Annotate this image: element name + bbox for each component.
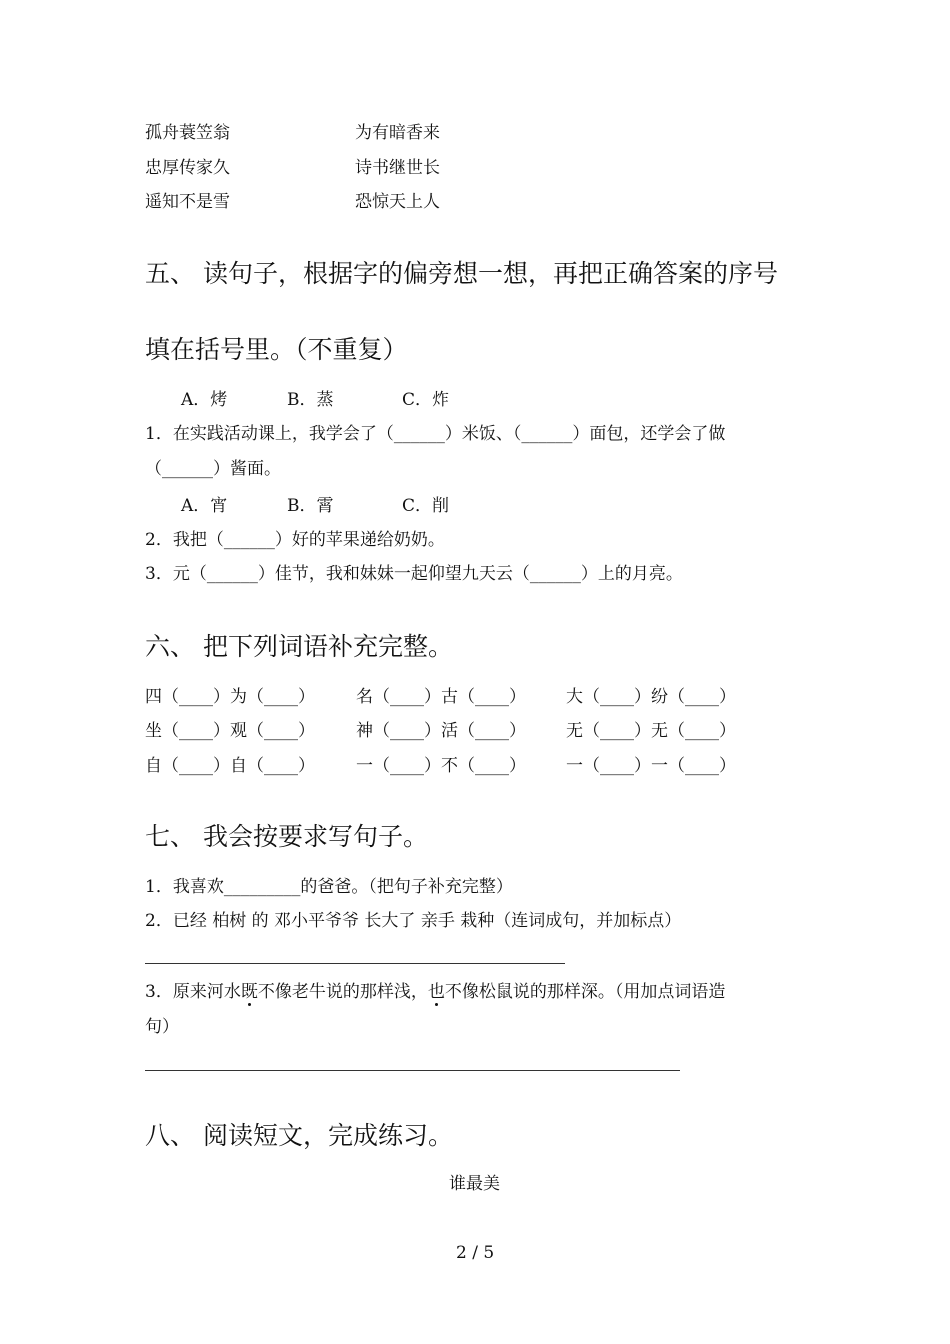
dotted-word-ye: 也 [427, 982, 445, 1002]
poem-right-1: 为有暗香来 [355, 123, 440, 143]
idiom-row3-col2: 一（____）不（____） [356, 756, 526, 776]
section-7-heading: 七、 我会按要求写句子。 [145, 822, 428, 851]
idiom-row1-col2: 名（____）古（____） [356, 687, 526, 707]
section-5-heading-line1: 五、 读句子，根据字的偏旁想一想，再把正确答案的序号 [145, 259, 778, 288]
idiom-row3-col3: 一（____）一（____） [566, 756, 736, 776]
question-7-3-part-b: 不像老牛说的那样浅， [257, 982, 428, 1002]
poem-left-2: 忠厚传家久 [145, 158, 230, 178]
idiom-row3-col1: 自（____）自（____） [145, 756, 315, 776]
option-c-xue: C．削 [402, 496, 450, 516]
question-5-3: 3．元（______）佳节，我和妹妹一起仰望九天云（______）上的月亮。 [145, 564, 683, 584]
poem-right-3: 恐惊天上人 [355, 192, 440, 212]
question-5-1-line1: 1．在实践活动课上，我学会了（______）米饭、（______）面包，还学会了做 [145, 424, 726, 444]
section-6-heading: 六、 把下列词语补充完整。 [145, 632, 453, 661]
idiom-row2-col3: 无（____）无（____） [566, 721, 736, 741]
option-b-xiao2: B．霄 [287, 496, 334, 516]
question-7-3-line2: 句） [145, 1017, 179, 1037]
page-number: 2 / 5 [456, 1243, 495, 1263]
section-5-heading-line2: 填在括号里。（不重复） [145, 335, 408, 364]
answer-line-7-2 [145, 963, 565, 964]
option-b-zheng: B．蒸 [287, 390, 334, 410]
idiom-row1-col3: 大（____）纷（____） [566, 687, 736, 707]
question-7-3-line1 [145, 981, 725, 1003]
poem-left-3: 遥知不是雪 [145, 192, 230, 212]
answer-line-7-3 [145, 1070, 680, 1071]
poem-right-2: 诗书继世长 [355, 158, 440, 178]
section-8-heading: 八、 阅读短文，完成练习。 [145, 1121, 453, 1150]
question-7-3-part-a: 3．原来河水 [145, 982, 241, 1002]
option-a-xiao: A．宵 [181, 496, 228, 516]
option-a-kao: A．烤 [181, 390, 228, 410]
idiom-row1-col1: 四（____）为（____） [145, 687, 315, 707]
passage-title: 谁最美 [449, 1174, 500, 1194]
question-7-3-part-c: 不像松鼠说的那样深。（用加点词语造 [444, 982, 726, 1002]
question-5-1-line2: （______）酱面。 [145, 459, 281, 479]
option-c-zha: C．炸 [402, 390, 450, 410]
idiom-row2-col2: 神（____）活（____） [356, 721, 526, 741]
dotted-word-ji: 既 [240, 982, 258, 1002]
idiom-row2-col1: 坐（____）观（____） [145, 721, 315, 741]
poem-left-1: 孤舟蓑笠翁 [145, 123, 230, 143]
question-7-1: 1．我喜欢_________的爸爸。（把句子补充完整） [145, 877, 513, 897]
question-7-2: 2．已经 柏树 的 邓小平爷爷 长大了 亲手 栽种（连词成句，并加标点） [145, 911, 682, 931]
question-5-2: 2．我把（______）好的苹果递给奶奶。 [145, 530, 445, 550]
